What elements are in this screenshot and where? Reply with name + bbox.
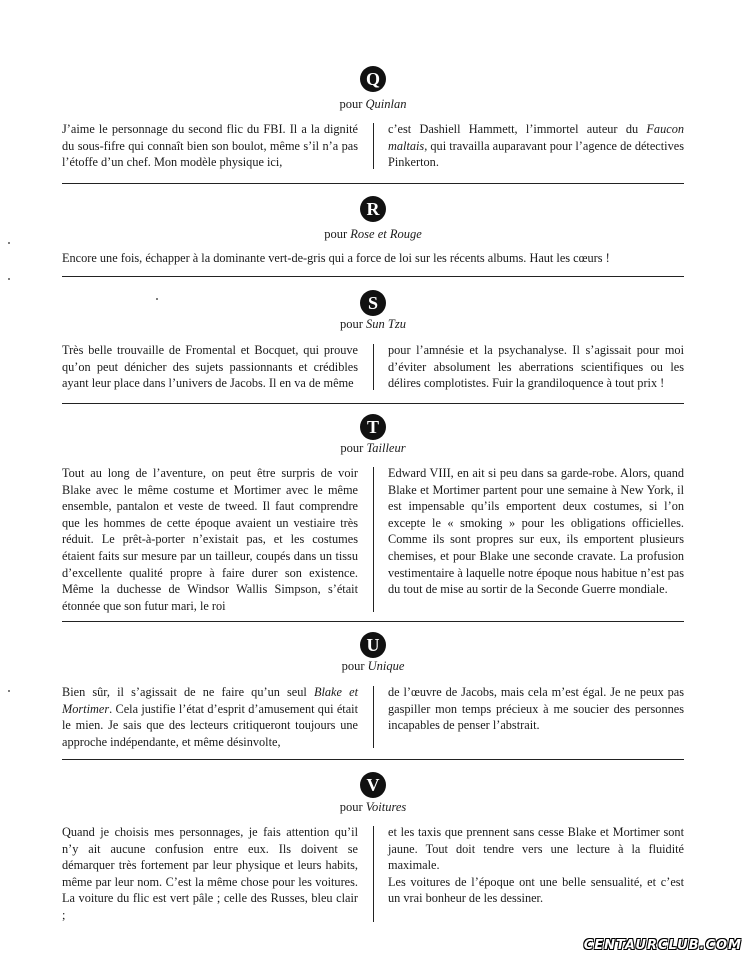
text-run: , qui travailla auparavant pour l’agence de détectives Pinkerton. bbox=[388, 138, 684, 170]
section-rule bbox=[62, 759, 684, 760]
book-title: Faucon maltais bbox=[388, 122, 684, 153]
paragraph: Quand je choisis mes personnages, je fais attention qu’il n’y ait aucune confusion entre eux. Ils doivent se démarquer très fortement par leur physique et leurs habits, même par leur nom. C’est la même chose pour les voitures. La voiture du flic est vert pâle ; celle des Russes, bleu clair ; bbox=[62, 825, 358, 922]
column-divider bbox=[373, 826, 374, 922]
letter-badge-v: V bbox=[360, 772, 386, 798]
paragraph bbox=[388, 121, 684, 171]
right-column bbox=[388, 684, 684, 750]
heading-word: Rose et Rouge bbox=[350, 227, 422, 241]
scan-speck bbox=[8, 242, 10, 244]
heading-prefix: pour bbox=[324, 227, 351, 241]
entry-heading-s bbox=[62, 317, 684, 332]
text-run: . Cela justifie l’état d’esprit d’amusement qui était le mien. Je sais que des lecteurs critiqueront toujours une approche indépendante, et même désinvolte, bbox=[62, 701, 358, 749]
section-rule bbox=[62, 183, 684, 184]
right-column bbox=[388, 465, 684, 614]
entry-heading-t bbox=[62, 441, 684, 456]
letter-badge-u: U bbox=[360, 632, 386, 658]
paragraph: pour l’amnésie et la psychanalyse. Il s’agissait pour moi d’éviter absolument les aberrations scientifiques ou les délires complotistes. Fuir la grandiloquence à tout prix ! bbox=[388, 343, 684, 391]
paragraph: J’aime le personnage du second flic du FBI. Il a la dignité du sous-fifre qui connaît bien son boulot, même s’il n’a pas l’étoffe d’un chef. Mon modèle physique ici, bbox=[62, 122, 358, 170]
scan-speck bbox=[8, 278, 10, 280]
right-column bbox=[388, 824, 684, 924]
series-title: Blake et Mortimer bbox=[62, 685, 358, 716]
left-column bbox=[62, 684, 358, 750]
left-column bbox=[62, 465, 358, 614]
paragraph: Les voitures de l’époque ont une belle sensualité, et c’est un vrai bonheur de les dessiner. bbox=[388, 874, 684, 906]
entry-columns-s bbox=[62, 342, 684, 392]
entry-columns-v bbox=[62, 824, 684, 924]
heading-word: Tailleur bbox=[366, 441, 406, 455]
text-run: c’est Dashiell Hammett, l’immortel auteur du bbox=[388, 122, 647, 136]
column-divider bbox=[373, 467, 374, 612]
column-divider bbox=[373, 123, 374, 169]
paragraph: Edward VIII, en ait si peu dans sa garde-robe. Alors, quand Blake et Mortimer partent pour une semaine à New York, il est impensable qu’ils emportent deux costumes, si l’on excepte le « smoking » pour les obligations officielles. Comme ils sont propres sur eux, ils emportent plusieurs chemises, et pour Blake une seconde cravate. La profusion vestimentaire à laquelle notre époque nous habitue n’est pas du tout de mise au sortir de la Seconde Guerre mondiale. bbox=[388, 466, 684, 597]
scan-speck bbox=[8, 690, 10, 692]
letter-badge-q: Q bbox=[360, 66, 386, 92]
entry-columns-t bbox=[62, 465, 684, 614]
heading-prefix: pour bbox=[340, 441, 367, 455]
heading-prefix: pour bbox=[339, 97, 366, 111]
paragraph: et les taxis que prennent sans cesse Blake et Mortimer sont jaune. Tout doit tendre vers une lecture à la fluidité maximale. bbox=[388, 825, 684, 873]
entry-text-r: Encore une fois, échapper à la dominante vert-de-gris qui a force de loi sur les récents albums. Haut les cœurs ! bbox=[62, 251, 610, 265]
paragraph: Tout au long de l’aventure, on peut être surpris de voir Blake avec le même costume et Mortimer avec le même ensemble, pantalon et veste de tweed. Il faut comprendre que les hommes de cette époque avaient un vestiaire très réduit. Le prêt-à-porter n’existait pas, et les costumes étaient faits sur mesure par un tailleur, coupés dans un tissu d’excellente qualité propre à faire durer son existence. Même la duchesse de Windsor Wallis Simpson, s’était étonnée que son futur mari, le roi bbox=[62, 466, 358, 613]
section-rule bbox=[62, 621, 684, 622]
letter-badge-t: T bbox=[360, 414, 386, 440]
letter-badge-r: R bbox=[360, 196, 386, 222]
heading-prefix: pour bbox=[339, 800, 366, 814]
heading-prefix: pour bbox=[340, 317, 367, 331]
heading-word: Quinlan bbox=[365, 97, 407, 111]
entry-heading-v bbox=[62, 800, 684, 815]
column-divider bbox=[373, 686, 374, 748]
left-column bbox=[62, 121, 358, 171]
text-run: Bien sûr, il s’agissait de ne faire qu’un seul bbox=[62, 685, 314, 699]
entry-columns-q bbox=[62, 121, 684, 171]
site-watermark: CENTAURCLUB.COM bbox=[583, 938, 742, 953]
heading-word: Unique bbox=[367, 659, 405, 673]
entry-columns-u bbox=[62, 684, 684, 750]
paragraph: de l’œuvre de Jacobs, mais cela m’est égal. Je ne peux pas gaspiller mon temps précieux à me soucier des personnes incapables de penser l’abstrait. bbox=[388, 685, 684, 733]
heading-prefix: pour bbox=[341, 659, 368, 673]
scan-speck bbox=[156, 298, 158, 300]
right-column bbox=[388, 121, 684, 171]
entry-heading-u bbox=[62, 659, 684, 674]
entry-heading-r bbox=[62, 227, 684, 242]
column-divider bbox=[373, 344, 374, 390]
right-column bbox=[388, 342, 684, 392]
paragraph bbox=[62, 684, 358, 750]
heading-word: Sun Tzu bbox=[366, 317, 406, 331]
left-column bbox=[62, 824, 358, 924]
letter-badge-s: S bbox=[360, 290, 386, 316]
section-rule bbox=[62, 276, 684, 277]
left-column bbox=[62, 342, 358, 392]
heading-word: Voitures bbox=[365, 800, 407, 814]
section-rule bbox=[62, 403, 684, 404]
paragraph: Très belle trouvaille de Fromental et Bocquet, qui prouve qu’on peut dénicher des sujets passionnants et crédibles ayant leur place dans l’univers de Jacobs. Il en va de même bbox=[62, 343, 358, 391]
entry-heading-q bbox=[62, 97, 684, 112]
